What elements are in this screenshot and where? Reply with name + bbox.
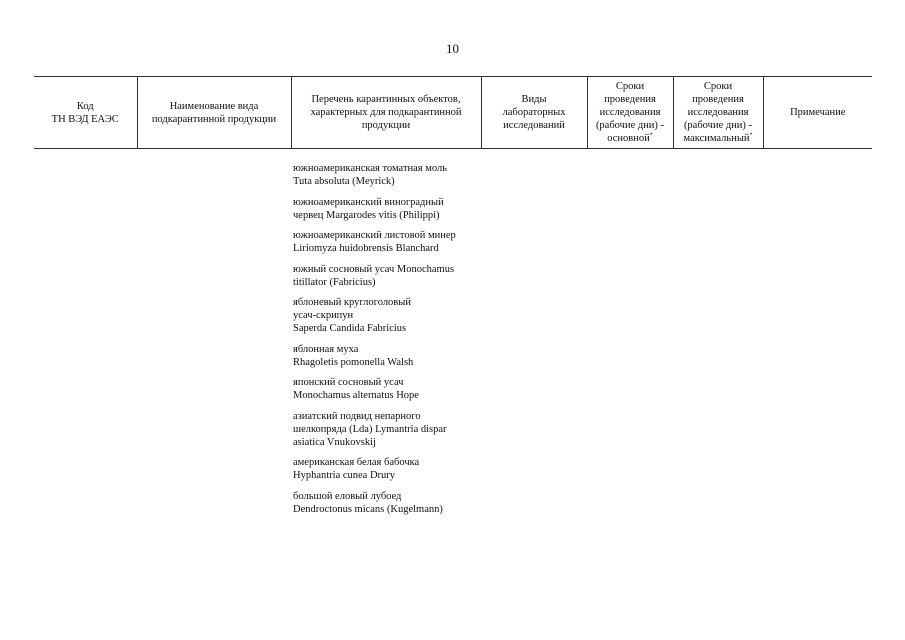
quarantine-object-line: яблонная муха [293, 343, 359, 355]
header-lab-research-types: Виды лабораторных исследований [481, 77, 587, 149]
header-terms-max: Сроки проведения исследования (рабочие дни) - максимальный* [673, 77, 763, 149]
footnote-mark: * [749, 132, 753, 139]
quarantine-object-entry [293, 456, 488, 482]
quarantine-object-line: Liriomyza huidobrensis Blanchard [293, 243, 439, 254]
quarantine-object-line: большой еловый лубоед [293, 490, 402, 502]
quarantine-object-entry [293, 376, 488, 402]
header-code: Код ТН ВЭД ЕАЭС [34, 77, 137, 149]
quarantine-object-line: американская белая бабочка [293, 457, 420, 468]
quarantine-object-line: Tuta absoluta (Meyrick) [293, 176, 395, 187]
page-number: 10 [446, 41, 459, 56]
quarantine-object-entry [293, 229, 488, 255]
quarantine-object-entry [293, 490, 488, 516]
quarantine-object-line: шелкопряда (Lda) Lymantria dispar [293, 423, 447, 435]
quarantine-object-line: Hyphantria cunea Drury [293, 470, 396, 481]
quarantine-object-line: южноамериканский виноградный [293, 196, 444, 208]
quarantine-object-line: усач-скрипун [293, 310, 354, 321]
table-header [34, 76, 872, 149]
header-terms-main: Сроки проведения исследования (рабочие дни) - основной* [587, 77, 673, 149]
quarantine-object-line: asiatica Vnukovskij [293, 436, 376, 448]
header-note: Примечание [763, 77, 872, 149]
quarantine-object-line: южный сосновый усач Monochamus [293, 263, 455, 275]
quarantine-objects-list [293, 162, 488, 523]
quarantine-object-line: азиатский подвид непарного [293, 410, 421, 422]
quarantine-object-entry [293, 296, 488, 335]
quarantine-object-entry [293, 196, 488, 222]
quarantine-object-line: titillator (Fabricius) [293, 276, 376, 288]
quarantine-object-line: Monochamus alternatus Hope [293, 390, 419, 401]
header-product-name: Наименование вида подкарантинной продукции [137, 77, 291, 149]
quarantine-object-entry [293, 263, 488, 289]
quarantine-object-line: Rhagoletis pomonella Walsh [293, 356, 414, 368]
quarantine-object-line: яблоневый круглоголовый [293, 297, 411, 308]
header-quarantine-objects: Перечень карантинных объектов, характерных для подкарантинной продукции [291, 77, 481, 149]
quarantine-object-line: южноамериканский листовой минер [293, 230, 456, 241]
quarantine-object-line: Dendroctonus micans (Kugelmann) [293, 503, 443, 515]
footnote-mark: * [649, 132, 653, 139]
quarantine-object-entry [293, 410, 488, 449]
quarantine-object-entry [293, 162, 488, 188]
quarantine-object-line: южноамериканская томатная моль [293, 163, 448, 174]
quarantine-object-line: японский сосновый усач [293, 377, 404, 388]
quarantine-object-entry [293, 343, 488, 369]
quarantine-object-line: червец Margarodes vitis (Philippi) [293, 209, 440, 221]
quarantine-object-line: Saperda Candida Fabricius [293, 323, 407, 334]
